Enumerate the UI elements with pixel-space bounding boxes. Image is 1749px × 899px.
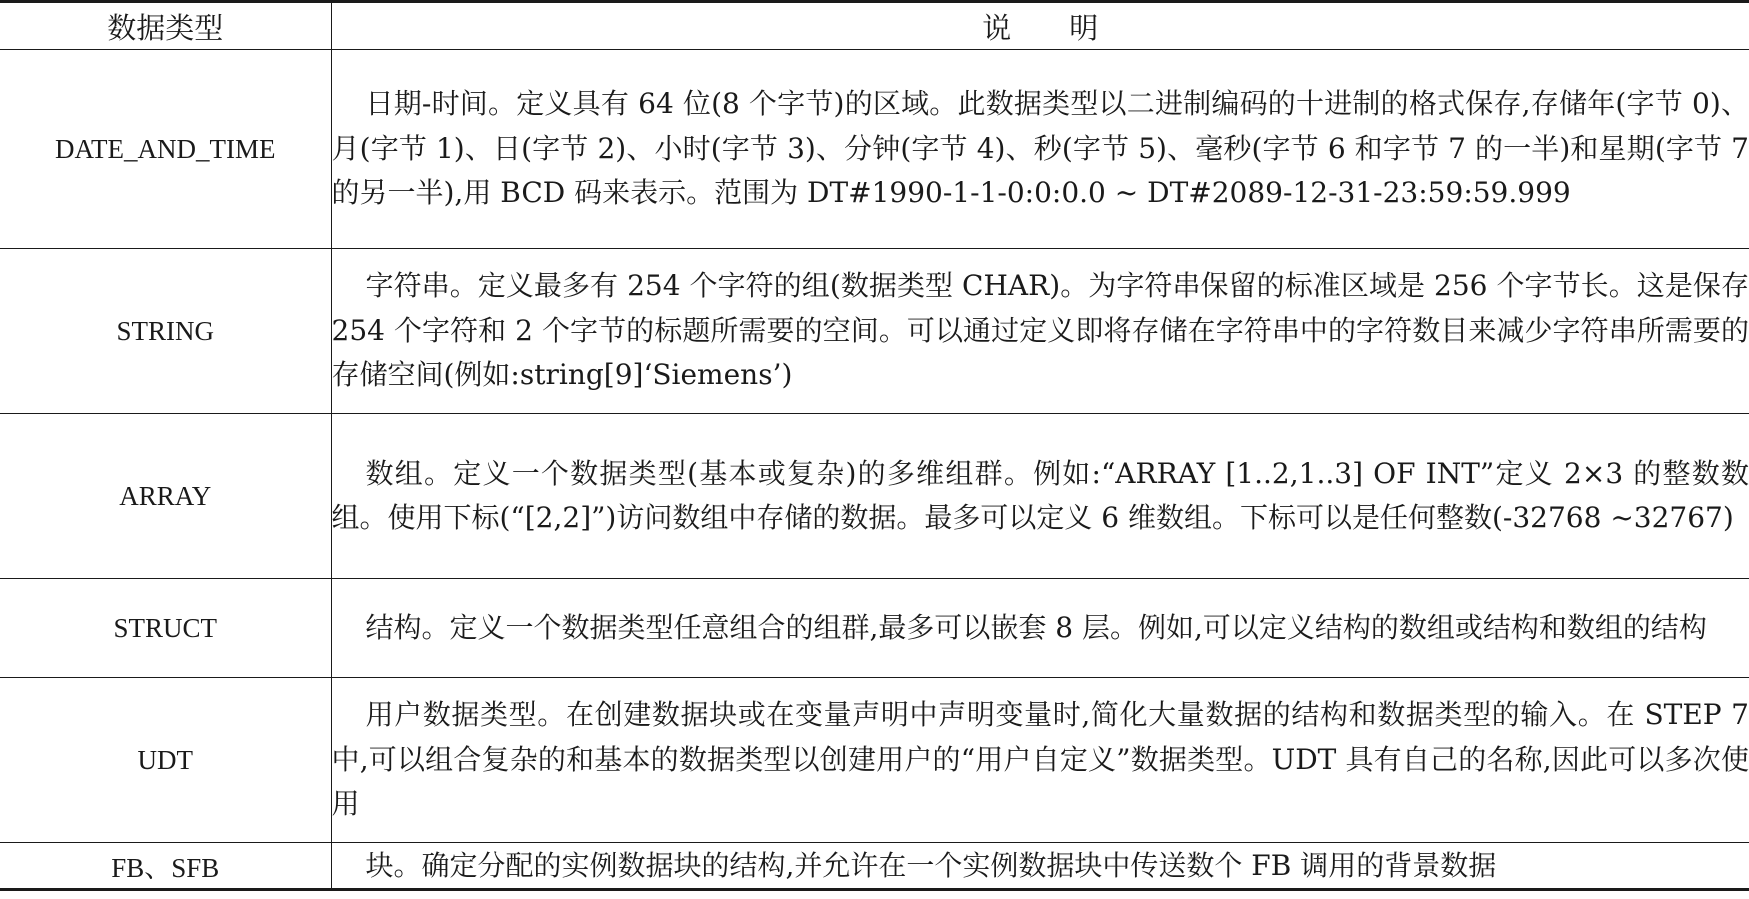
- type-cell-udt: UDT: [0, 678, 331, 843]
- description-cell-udt: 用户数据类型。在创建数据块或在变量声明中声明变量时,简化大量数据的结构和数据类型的输入。在 STEP 7 中,可以组合复杂的和基本的数据类型以创建用户的“用户自定义”数据类型。UDT 具有自己的名称,因此可以多次使用: [331, 678, 1749, 843]
- header-description: [331, 2, 1749, 50]
- description-cell-array: 数组。定义一个数据类型(基本或复杂)的多维组群。例如:“ARRAY [1..2,1..3] OF INT”定义 2×3 的整数数组。使用下标(“[2,2]”)访问数组中存储的数据。最多可以定义 6 维数组。下标可以是任何整数(-32768 ~32767): [331, 414, 1749, 579]
- description-cell-fb-sfb: 块。确定分配的实例数据块的结构,并允许在一个实例数据块中传送数个 FB 调用的背景数据: [331, 843, 1749, 890]
- description-cell-string: 字符串。定义最多有 254 个字符的组(数据类型 CHAR)。为字符串保留的标准区域是 256 个字节长。这是保存 254 个字符和 2 个字节的标题所需要的空间。可以通过定义即将存储在字符串中的字符数目来减少字符串所需要的存储空间(例如:string[9]‘Siemens’): [331, 249, 1749, 414]
- header-data-type: 数据类型: [0, 2, 331, 50]
- table-row: [0, 678, 1749, 843]
- table-row: [0, 843, 1749, 890]
- table-row: [0, 249, 1749, 414]
- table-row: [0, 579, 1749, 678]
- table-row: [0, 50, 1749, 249]
- type-cell-string: STRING: [0, 249, 331, 414]
- type-cell-array: ARRAY: [0, 414, 331, 579]
- table-header-row: [0, 2, 1749, 50]
- table-row: [0, 414, 1749, 579]
- description-cell-date-and-time: 日期-时间。定义具有 64 位(8 个字节)的区域。此数据类型以二进制编码的十进制的格式保存,存储年(字节 0)、月(字节 1)、日(字节 2)、小时(字节 3)、分钟(字节 4)、秒(字节 5)、毫秒(字节 6 和字节 7 的一半)和星期(字节 7 的另一半),用 BCD 码来表示。范围为 DT#1990-1-1-0:0:0.0 ~ DT#2089-12-31-23:59:59.999: [331, 50, 1749, 249]
- type-cell-date-and-time: DATE_AND_TIME: [0, 50, 331, 249]
- type-cell-struct: STRUCT: [0, 579, 331, 678]
- header-description-label: 说 明: [982, 10, 1099, 45]
- type-cell-fb-sfb: FB、SFB: [0, 843, 331, 890]
- description-cell-struct: 结构。定义一个数据类型任意组合的组群,最多可以嵌套 8 层。例如,可以定义结构的数组或结构和数组的结构: [331, 579, 1749, 678]
